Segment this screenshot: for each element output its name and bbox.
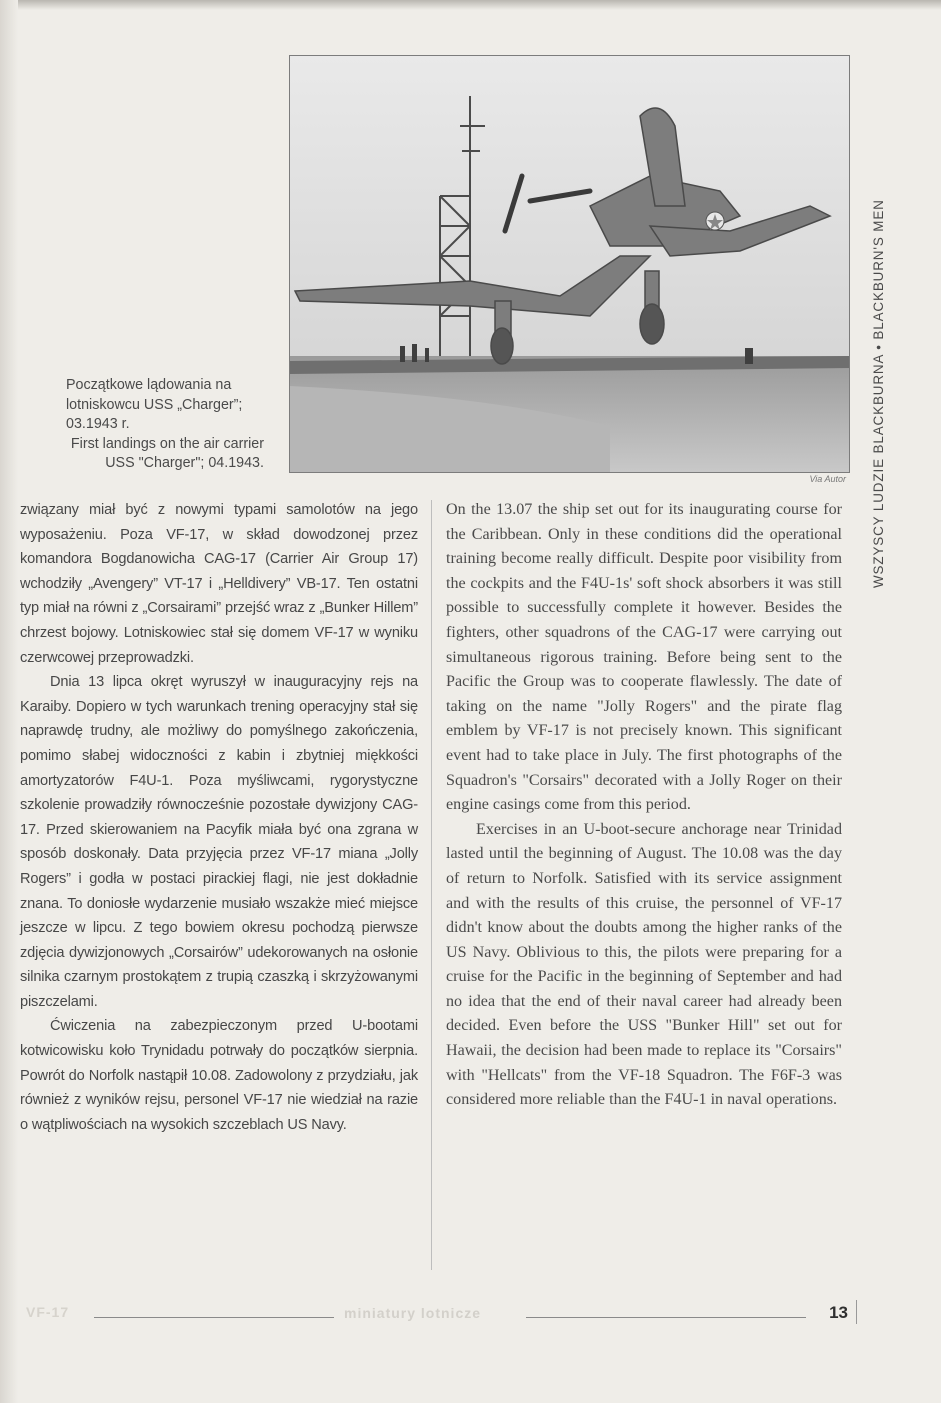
polish-paragraph-3: Ćwiczenia na zabezpieczonym przed U-bootami kotwicowisku koło Trynidadu potrwały do początków sierpnia. Powrót do Norfolk nastąpił 10.08. Zadowolony z przydziału, jak również z wyników rejsu, personel VF-17 nie wiedział na razie o wątpliwościach na wysokich szczeblach US Navy. <box>20 1018 418 1133</box>
footer-series: VF-17 <box>26 1304 70 1320</box>
page-edge-top <box>0 0 941 10</box>
photo-credit: Via Autor <box>809 474 846 484</box>
photo-caption <box>66 376 264 474</box>
polish-column <box>20 498 418 1137</box>
english-paragraph-2: Exercises in an U-boot-secure anchorage near Trinidad lasted until the beginning of August. The 10.08 was the day of return to Norfolk. Satisfied with its service assignment and with the results of this cruise, the personnel of VF-17 didn't know about the doubts among the higher ranks of the US Navy. Oblivious to this, the pilots were preparing for a cruise for the Pacific in the beginning of September and had no idea that the end of their naval career had already been decided. Even before the USS "Bunker Hill" set out for Hawaii, the decision had been made to replace its "Corsairs" with "Hellcats" from the VF-18 Squadron. The F6F-3 was considered more reliable than the F4U-1 in naval operations. <box>446 820 842 1109</box>
caption-english: First landings on the air carrier USS "Charger"; 04.1943. <box>70 435 264 472</box>
vertical-section-title <box>858 48 886 588</box>
corsair-landing-photo <box>289 55 850 473</box>
footer-publication: miniatury lotnicze <box>344 1305 482 1321</box>
caption-polish: Początkowe lądowania na lotniskowcu USS „Charger”; 03.1943 r. <box>66 377 243 433</box>
page-number: 13 <box>829 1303 848 1322</box>
footer-rule-left <box>94 1317 334 1318</box>
section-title-text: WSZYSCY LUDZIE BLACKBURNA • BLACKBURN'S MEN <box>871 199 886 588</box>
footer-rule-right <box>526 1317 806 1318</box>
polish-paragraph-2: Dnia 13 lipca okręt wyruszył w inauguracyjny rejs na Karaiby. Dopiero w tych warunkach trening operacyjny stał się naprawdę trudny, ale możliwy do pomyślnego zakończenia, pomimo słabej widoczności z kabin i zbytniej miękkości amortyzatorów F4U-1. Poza myśliwcami, rygorystyczne szkolenie prowadziły równocześnie pozostałe dywizjony CAG-17. Przed skierowaniem na Pacyfik miała być ona zgrana w sposób doskonały. Data przyjęcia przez VF-17 miana „Jolly Rogers” i godła w postaci pirackiej flagi, nie jest dokładnie znana. To doniosłe wydarzenie musiało wszakże mieć miejsce jeszcze w lipcu. Z tego bowiem okresu pochodzą pierwsze zdjęcia dywizjonowych „Corsairów” udekorowanych na osłonie silnika czarnym prostokątem z trupią czaszką i skrzyżowanymi piszczelami. <box>20 674 418 1010</box>
footer-edge-mark <box>856 1300 857 1324</box>
english-column <box>446 498 842 1113</box>
page-gutter-shadow <box>0 0 18 1403</box>
english-paragraph-1: On the 13.07 the ship set out for its inaugurating course for the Caribbean. Only in these conditions did the operational training become really difficult. Despite poor visibility from the cockpits and the F4U-1s' soft shock absorbers it was still possible to successfully complete it however. Besides the fighters, other squadrons of the CAG-17 were carrying out simultaneous rigorous training. Before being sent to the Pacific the Group was to cooperate flawlessly. The date of taking on the name "Jolly Rogers" and the pirate flag emblem by VF-17 is not precisely known. This significant event had to take place in July. The first photographs of the Squadron's "Corsairs" decorated with a Jolly Roger on their engine casings come from this period. <box>446 501 842 814</box>
column-divider <box>431 500 432 1270</box>
polish-paragraph-1: związany miał być z nowymi typami samolotów na jego wyposażeniu. Poza VF-17, w skład dowodzonej przez komandora Bogdanowicha CAG-17 (Carrier Air Group 17) wchodziły „Avengery” VT-17 i „Helldivery” VB-17. Ten ostatni typ miał na równi z „Corsairami” przejść wraz z „Bunker Hillem” chrzest bojowy. Lotniskowiec stał się domem VF-17 w wyniku czerwcowej przeprowadzki. <box>20 502 418 666</box>
page-footer <box>26 1300 848 1330</box>
